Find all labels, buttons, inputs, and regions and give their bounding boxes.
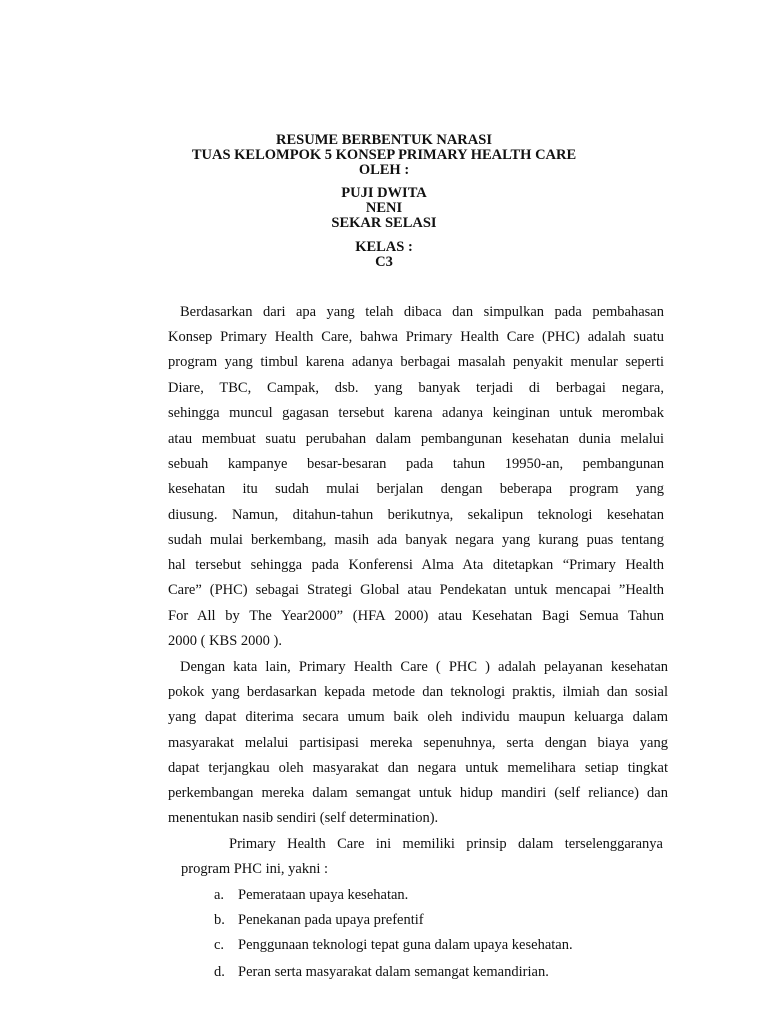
class-info [0, 240, 768, 270]
paragraph-3-line: Primary Health Care ini memiliki prinsip dalam terselenggaranya [229, 836, 663, 852]
list-item [214, 911, 424, 929]
document-subtitle: TUAS KELOMPOK 5 KONSEP PRIMARY HEALTH CARE [191, 147, 577, 163]
list-item-text: Penekanan pada upaya prefentif [238, 912, 424, 928]
by-label: OLEH : [358, 162, 410, 178]
document-title: RESUME BERBENTUK NARASI [276, 132, 492, 148]
paragraph-2-line: menentukan nasib sendiri (self determination). [168, 810, 439, 826]
list-item [214, 963, 549, 981]
paragraph-2-line: pokok yang berdasarkan kepada metode dan teknologi praktis, ilmiah dan sosial [168, 684, 668, 700]
paragraph-1-line: For All by The Year2000” (HFA 2000) atau Kesehatan Bagi Semua Tahun [168, 608, 664, 624]
paragraph-1-line: sehingga muncul gagasan tersebut karena adanya keinginan untuk merombak [168, 405, 664, 421]
paragraph-2-line: yang dapat diterima secara umum baik oleh individu maupun keluarga dalam [168, 709, 668, 725]
paragraph-2-line: masyarakat melalui partisipasi mereka sepenuhnya, serta dengan biaya yang [168, 735, 668, 751]
paragraph-2-line: dapat terjangkau oleh masyarakat dan negara untuk memelihara setiap tingkat [168, 760, 668, 776]
list-marker: a. [214, 887, 225, 903]
paragraph-1-line: Konsep Primary Health Care, bahwa Primary Health Care (PHC) adalah suatu [168, 329, 664, 345]
class-label: KELAS : [355, 239, 413, 255]
list-marker: b. [214, 912, 225, 928]
paragraph-1-line: Berdasarkan dari apa yang telah dibaca dan simpulkan pada pembahasan [180, 304, 664, 320]
list-item-text: Penggunaan teknologi tepat guna dalam upaya kesehatan. [238, 937, 573, 953]
list-item-text: Pemerataan upaya kesehatan. [238, 887, 409, 903]
paragraph-1-line: kesehatan itu sudah mulai berjalan dengan beberapa program yang [168, 481, 664, 497]
paragraph-1-line: sebuah kampanye besar-besaran pada tahun 19950-an, pembangunan [168, 456, 664, 472]
paragraph-1-line: sudah mulai berkembang, masih ada banyak negara yang kurang puas tentang [168, 532, 664, 548]
paragraph-1-line: diusung. Namun, ditahun-tahun berikutnya, sekalipun teknologi kesehatan [168, 507, 664, 523]
paragraph-1-line: program yang timbul karena adanya berbagai masalah penyakit menular seperti [168, 354, 664, 370]
paragraph-2-line: perkembangan mereka dalam semangat untuk hidup mandiri (self reliance) dan [168, 785, 668, 801]
paragraph-1-line: Diare, TBC, Campak, dsb. yang banyak terjadi di berbagai negara, [168, 380, 664, 396]
author-name: PUJI DWITA [341, 185, 427, 201]
paragraph-1-line: Care” (PHC) sebagai Strategi Global atau Pendekatan untuk mencapai ”Health [168, 582, 664, 598]
list-item-text: Peran serta masyarakat dalam semangat kemandirian. [238, 964, 549, 980]
author-name: NENI [365, 200, 403, 216]
list-item [214, 936, 573, 954]
paragraph-1-line: 2000 ( KBS 2000 ). [168, 633, 282, 649]
list-item [214, 886, 408, 904]
paragraph-1-line: atau membuat suatu perubahan dalam pembangunan kesehatan dunia melalui [168, 431, 664, 447]
paragraph-2-line: Dengan kata lain, Primary Health Care ( PHC ) adalah pelayanan kesehatan [180, 659, 668, 675]
class-value: C3 [375, 254, 393, 270]
author-list [0, 186, 768, 231]
list-marker: c. [214, 937, 225, 953]
list-marker: d. [214, 964, 225, 980]
paragraph-3-line: program PHC ini, yakni : [181, 861, 329, 877]
document-header [0, 133, 768, 178]
author-name: SEKAR SELASI [331, 215, 437, 231]
paragraph-1-line: hal tersebut sehingga pada Konferensi Alma Ata ditetapkan “Primary Health [168, 557, 664, 573]
